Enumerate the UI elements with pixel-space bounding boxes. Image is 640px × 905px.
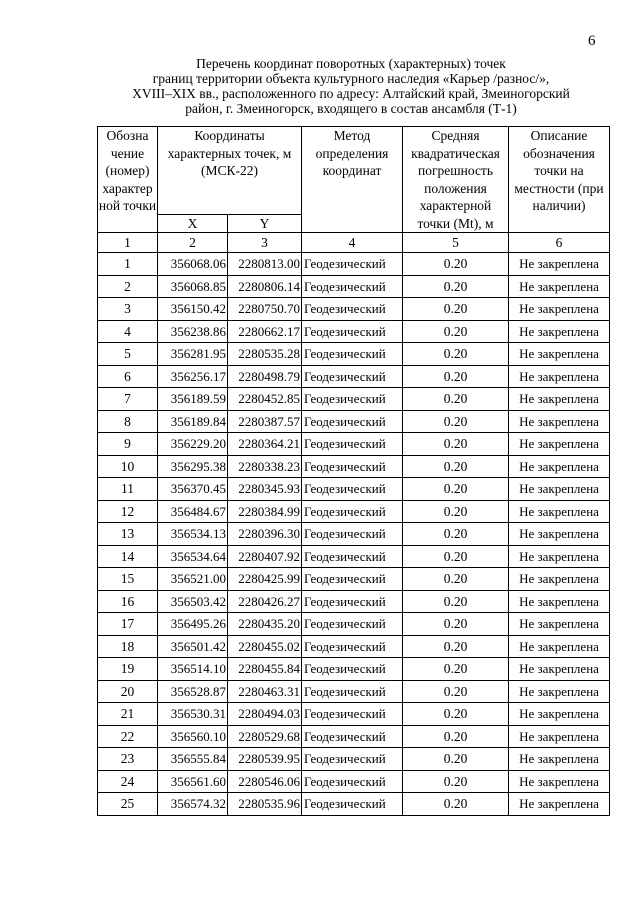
description-cell: Не закреплена (509, 590, 610, 613)
point-number: 18 (98, 635, 158, 658)
point-number: 20 (98, 680, 158, 703)
table-row (98, 523, 610, 546)
description-cell: Не закреплена (509, 770, 610, 793)
x-coordinate: 356256.17 (158, 365, 228, 388)
table-row (98, 703, 610, 726)
point-number: 2 (98, 275, 158, 298)
x-coordinate: 356574.32 (158, 793, 228, 816)
table-row (98, 793, 610, 816)
error-cell: 0.20 (403, 568, 509, 591)
error-cell: 0.20 (403, 770, 509, 793)
error-cell: 0.20 (403, 298, 509, 321)
method-cell: Геодезический (302, 658, 403, 681)
table-row (98, 478, 610, 501)
error-cell: 0.20 (403, 455, 509, 478)
point-number: 17 (98, 613, 158, 636)
description-cell: Не закреплена (509, 365, 610, 388)
header-x: X (158, 215, 228, 233)
method-cell: Геодезический (302, 748, 403, 771)
error-cell: 0.20 (403, 523, 509, 546)
description-cell: Не закреплена (509, 388, 610, 411)
error-cell: 0.20 (403, 253, 509, 276)
table-row (98, 500, 610, 523)
point-number: 24 (98, 770, 158, 793)
y-coordinate: 2280535.28 (228, 343, 302, 366)
table-row (98, 658, 610, 681)
y-coordinate: 2280463.31 (228, 680, 302, 703)
method-cell: Геодезический (302, 388, 403, 411)
error-cell: 0.20 (403, 388, 509, 411)
y-coordinate: 2280494.03 (228, 703, 302, 726)
error-cell: 0.20 (403, 680, 509, 703)
description-cell: Не закреплена (509, 680, 610, 703)
x-coordinate: 356281.95 (158, 343, 228, 366)
y-coordinate: 2280426.27 (228, 590, 302, 613)
column-index: 4 (302, 233, 403, 253)
point-number: 5 (98, 343, 158, 366)
point-number: 14 (98, 545, 158, 568)
error-cell: 0.20 (403, 703, 509, 726)
x-coordinate: 356295.38 (158, 455, 228, 478)
y-coordinate: 2280364.21 (228, 433, 302, 456)
method-cell: Геодезический (302, 680, 403, 703)
y-coordinate: 2280455.02 (228, 635, 302, 658)
error-cell: 0.20 (403, 478, 509, 501)
title-line: Перечень координат поворотных (характерных) точек (196, 56, 506, 71)
table-row (98, 613, 610, 636)
description-cell: Не закреплена (509, 635, 610, 658)
title-line: границ территории объекта культурного наследия «Карьер /разнос/», (152, 71, 550, 86)
table-row (98, 388, 610, 411)
table-row (98, 455, 610, 478)
method-cell: Геодезический (302, 253, 403, 276)
error-cell: 0.20 (403, 748, 509, 771)
table-row (98, 343, 610, 366)
x-coordinate: 356189.59 (158, 388, 228, 411)
description-cell: Не закреплена (509, 658, 610, 681)
point-number: 21 (98, 703, 158, 726)
header-y: Y (228, 215, 302, 233)
header-error: Средняя квадратическая погрешность положения характерной точки (Mt), м (403, 127, 509, 233)
y-coordinate: 2280662.17 (228, 320, 302, 343)
point-number: 7 (98, 388, 158, 411)
point-number: 15 (98, 568, 158, 591)
description-cell: Не закреплена (509, 478, 610, 501)
point-number: 23 (98, 748, 158, 771)
error-cell: 0.20 (403, 410, 509, 433)
method-cell: Геодезический (302, 793, 403, 816)
method-cell: Геодезический (302, 455, 403, 478)
description-cell: Не закреплена (509, 433, 610, 456)
table-row (98, 680, 610, 703)
point-number: 4 (98, 320, 158, 343)
x-coordinate: 356495.26 (158, 613, 228, 636)
error-cell: 0.20 (403, 725, 509, 748)
description-cell: Не закреплена (509, 568, 610, 591)
error-cell: 0.20 (403, 793, 509, 816)
method-cell: Геодезический (302, 568, 403, 591)
error-cell: 0.20 (403, 365, 509, 388)
x-coordinate: 356189.84 (158, 410, 228, 433)
method-cell: Геодезический (302, 410, 403, 433)
table-row (98, 770, 610, 793)
table-row (98, 748, 610, 771)
table-row (98, 410, 610, 433)
point-number: 1 (98, 253, 158, 276)
y-coordinate: 2280387.57 (228, 410, 302, 433)
x-coordinate: 356370.45 (158, 478, 228, 501)
y-coordinate: 2280806.14 (228, 275, 302, 298)
point-number: 22 (98, 725, 158, 748)
description-cell: Не закреплена (509, 275, 610, 298)
error-cell: 0.20 (403, 635, 509, 658)
error-cell: 0.20 (403, 500, 509, 523)
column-index: 1 (98, 233, 158, 253)
title-line: район, г. Змеиногорск, входящего в состав ансамбля (Т-1) (185, 101, 517, 116)
description-cell: Не закреплена (509, 343, 610, 366)
x-coordinate: 356561.60 (158, 770, 228, 793)
error-cell: 0.20 (403, 343, 509, 366)
point-number: 16 (98, 590, 158, 613)
error-cell: 0.20 (403, 275, 509, 298)
column-index: 2 (158, 233, 228, 253)
title-line: XVIII–XIX вв., расположенного по адресу: Алтайский край, Змеиногорский (132, 86, 570, 101)
y-coordinate: 2280435.20 (228, 613, 302, 636)
y-coordinate: 2280384.99 (228, 500, 302, 523)
description-cell: Не закреплена (509, 793, 610, 816)
error-cell: 0.20 (403, 658, 509, 681)
error-cell: 0.20 (403, 433, 509, 456)
point-number: 19 (98, 658, 158, 681)
y-coordinate: 2280546.06 (228, 770, 302, 793)
error-cell: 0.20 (403, 613, 509, 636)
x-coordinate: 356528.87 (158, 680, 228, 703)
description-cell: Не закреплена (509, 410, 610, 433)
method-cell: Геодезический (302, 523, 403, 546)
y-coordinate: 2280813.00 (228, 253, 302, 276)
point-number: 13 (98, 523, 158, 546)
method-cell: Геодезический (302, 635, 403, 658)
method-cell: Геодезический (302, 725, 403, 748)
table-row (98, 635, 610, 658)
table-row (98, 568, 610, 591)
table-row (98, 253, 610, 276)
point-number: 10 (98, 455, 158, 478)
coordinates-table (97, 126, 610, 816)
x-coordinate: 356501.42 (158, 635, 228, 658)
description-cell: Не закреплена (509, 545, 610, 568)
method-cell: Геодезический (302, 545, 403, 568)
point-number: 8 (98, 410, 158, 433)
y-coordinate: 2280539.95 (228, 748, 302, 771)
y-coordinate: 2280396.30 (228, 523, 302, 546)
description-cell: Не закреплена (509, 725, 610, 748)
error-cell: 0.20 (403, 590, 509, 613)
y-coordinate: 2280498.79 (228, 365, 302, 388)
table-row (98, 725, 610, 748)
y-coordinate: 2280452.85 (228, 388, 302, 411)
x-coordinate: 356514.10 (158, 658, 228, 681)
y-coordinate: 2280535.96 (228, 793, 302, 816)
table-row (98, 590, 610, 613)
x-coordinate: 356534.64 (158, 545, 228, 568)
description-cell: Не закреплена (509, 455, 610, 478)
y-coordinate: 2280425.99 (228, 568, 302, 591)
header-method: Метод определения координат (302, 127, 403, 233)
header-point: Обозна чение (номер) характер ной точки (98, 127, 158, 233)
point-number: 3 (98, 298, 158, 321)
description-cell: Не закреплена (509, 613, 610, 636)
x-coordinate: 356068.85 (158, 275, 228, 298)
x-coordinate: 356530.31 (158, 703, 228, 726)
description-cell: Не закреплена (509, 748, 610, 771)
header-row (98, 127, 610, 215)
error-cell: 0.20 (403, 545, 509, 568)
description-cell: Не закреплена (509, 703, 610, 726)
description-cell: Не закреплена (509, 253, 610, 276)
page-number: 6 (588, 33, 596, 49)
column-index: 3 (228, 233, 302, 253)
x-coordinate: 356555.84 (158, 748, 228, 771)
x-coordinate: 356484.67 (158, 500, 228, 523)
table-row (98, 545, 610, 568)
y-coordinate: 2280345.93 (228, 478, 302, 501)
point-number: 11 (98, 478, 158, 501)
table-row (98, 298, 610, 321)
method-cell: Геодезический (302, 590, 403, 613)
description-cell: Не закреплена (509, 500, 610, 523)
method-cell: Геодезический (302, 298, 403, 321)
x-coordinate: 356503.42 (158, 590, 228, 613)
y-coordinate: 2280750.70 (228, 298, 302, 321)
y-coordinate: 2280407.92 (228, 545, 302, 568)
method-cell: Геодезический (302, 433, 403, 456)
description-cell: Не закреплена (509, 298, 610, 321)
point-number: 12 (98, 500, 158, 523)
method-cell: Геодезический (302, 703, 403, 726)
description-cell: Не закреплена (509, 320, 610, 343)
x-coordinate: 356534.13 (158, 523, 228, 546)
method-cell: Геодезический (302, 478, 403, 501)
table-row (98, 365, 610, 388)
table-row (98, 275, 610, 298)
header-coords: Координаты характерных точек, м (МСК-22) (158, 127, 302, 215)
x-coordinate: 356229.20 (158, 433, 228, 456)
table-row (98, 433, 610, 456)
method-cell: Геодезический (302, 613, 403, 636)
method-cell: Геодезический (302, 275, 403, 298)
column-index: 5 (403, 233, 509, 253)
point-number: 9 (98, 433, 158, 456)
method-cell: Геодезический (302, 770, 403, 793)
point-number: 25 (98, 793, 158, 816)
y-coordinate: 2280529.68 (228, 725, 302, 748)
header-description: Описание обозначения точки на местности (при наличии) (509, 127, 610, 233)
method-cell: Геодезический (302, 500, 403, 523)
y-coordinate: 2280455.84 (228, 658, 302, 681)
description-cell: Не закреплена (509, 523, 610, 546)
table-row (98, 320, 610, 343)
y-coordinate: 2280338.23 (228, 455, 302, 478)
column-index-row (98, 233, 610, 253)
method-cell: Геодезический (302, 343, 403, 366)
column-index: 6 (509, 233, 610, 253)
x-coordinate: 356238.86 (158, 320, 228, 343)
point-number: 6 (98, 365, 158, 388)
x-coordinate: 356560.10 (158, 725, 228, 748)
method-cell: Геодезический (302, 320, 403, 343)
x-coordinate: 356521.00 (158, 568, 228, 591)
method-cell: Геодезический (302, 365, 403, 388)
error-cell: 0.20 (403, 320, 509, 343)
x-coordinate: 356150.42 (158, 298, 228, 321)
document-title (86, 56, 616, 116)
x-coordinate: 356068.06 (158, 253, 228, 276)
